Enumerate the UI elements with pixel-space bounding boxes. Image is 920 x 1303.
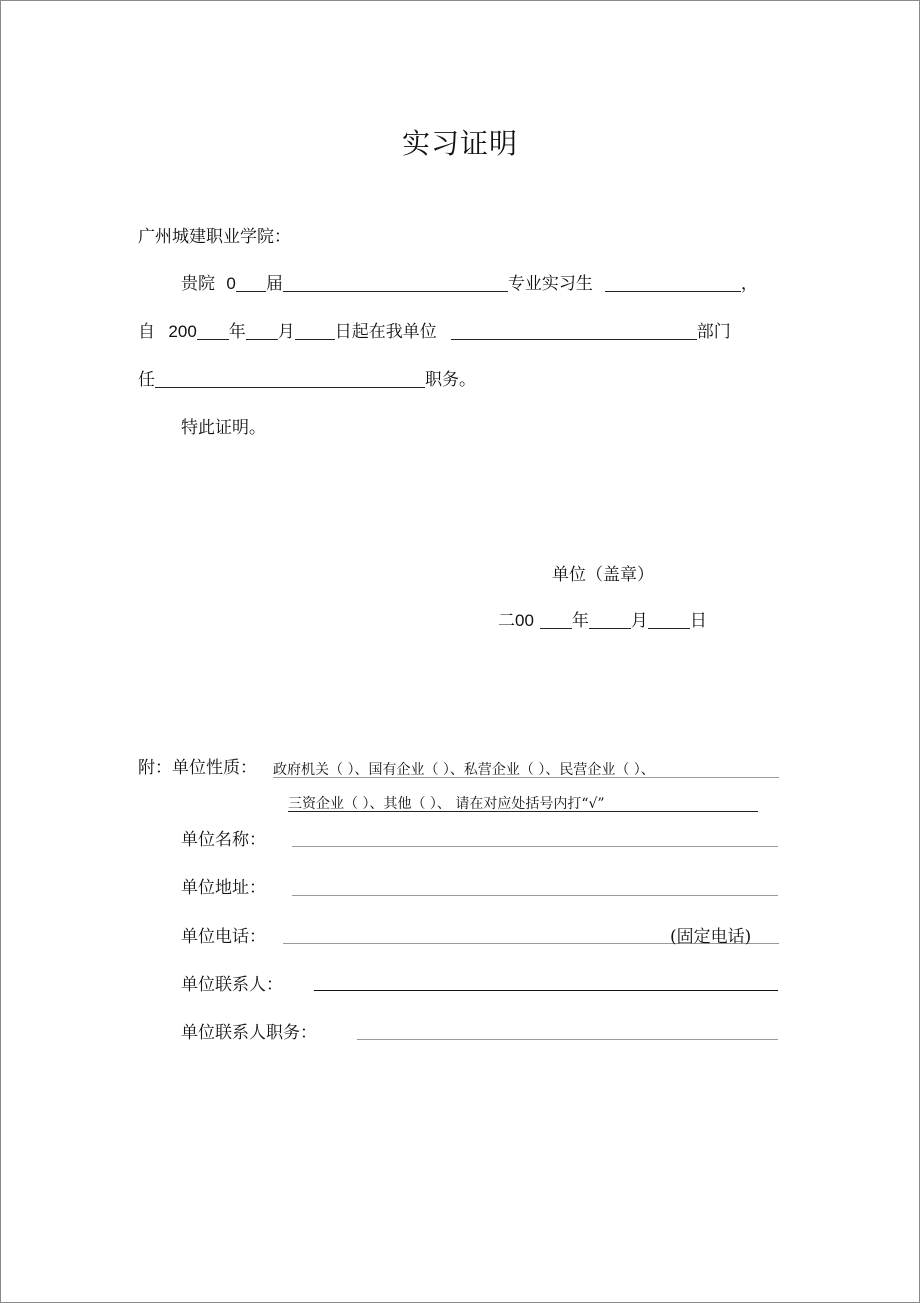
sign-date-prefix-cn: 二: [498, 611, 515, 631]
unit-phone-label: 单位电话：: [181, 927, 266, 947]
unit-contact-title-field[interactable]: [357, 1039, 778, 1040]
line1-prefix: 贵院: [181, 274, 215, 294]
appendix-nature-row-1: 政府机关（ ）、国有企业（ ）、私营企业（ ）、民营企业（ ）、: [273, 759, 779, 778]
line1-year-digit: 0: [226, 274, 236, 293]
sign-year-blank[interactable]: [540, 612, 572, 629]
start-month-blank[interactable]: [246, 323, 278, 340]
line3-zhiwu: 职务。: [425, 370, 476, 390]
unit-address-label: 单位地址：: [181, 878, 266, 898]
unit-address-field[interactable]: [292, 895, 778, 896]
sign-day-blank[interactable]: [648, 612, 690, 629]
line2-zi: 自: [138, 322, 155, 342]
line1-jie: 届: [265, 274, 283, 294]
paragraph-line-2: [138, 321, 731, 343]
addressee: 广州城建职业学院：: [138, 227, 291, 247]
paragraph-line-3: [138, 369, 476, 391]
sign-month-blank[interactable]: [589, 612, 631, 629]
major-blank[interactable]: [283, 275, 508, 292]
sign-date: [498, 610, 707, 632]
unit-name-field[interactable]: [292, 846, 778, 847]
certify-text: 特此证明。: [181, 418, 266, 438]
seal-label: 单位（盖章）: [552, 565, 654, 585]
start-day-blank[interactable]: [295, 323, 335, 340]
unit-name-label: 单位名称：: [181, 830, 266, 850]
line3-ren: 任: [138, 370, 155, 390]
sign-date-prefix-num: 00: [515, 611, 534, 630]
graduation-year-blank[interactable]: [236, 275, 266, 292]
appendix-nature-row-2: 三资企业（ ）、其他（ ）、 请在对应处括号内打“√”: [288, 793, 758, 812]
line2-nian: 年: [228, 322, 246, 342]
unit-contact-field[interactable]: [314, 990, 778, 991]
line1-comma: ，: [740, 274, 758, 294]
unit-contact-title-label: 单位联系人职务：: [181, 1023, 317, 1043]
line2-year-prefix: 200: [168, 322, 197, 341]
position-blank[interactable]: [155, 371, 425, 388]
appendix-label: 附：单位性质：: [138, 758, 257, 778]
start-year-blank[interactable]: [197, 323, 229, 340]
sign-date-ri: 日: [689, 611, 707, 631]
sign-date-yue: 月: [630, 611, 648, 631]
student-name-blank[interactable]: [605, 275, 741, 292]
sign-date-nian: 年: [571, 611, 589, 631]
unit-phone-note: (固定电话): [670, 927, 752, 947]
document-title: 实习证明: [401, 127, 518, 160]
unit-contact-label: 单位联系人：: [181, 975, 283, 995]
line2-yue: 月: [277, 322, 295, 342]
paragraph-line-1: [181, 273, 758, 295]
line1-major-label: 专业实习生: [507, 274, 593, 294]
department-blank[interactable]: [451, 323, 697, 340]
line2-ri-text: 日起在我单位: [334, 322, 437, 342]
line2-dept: 部门: [696, 322, 731, 342]
